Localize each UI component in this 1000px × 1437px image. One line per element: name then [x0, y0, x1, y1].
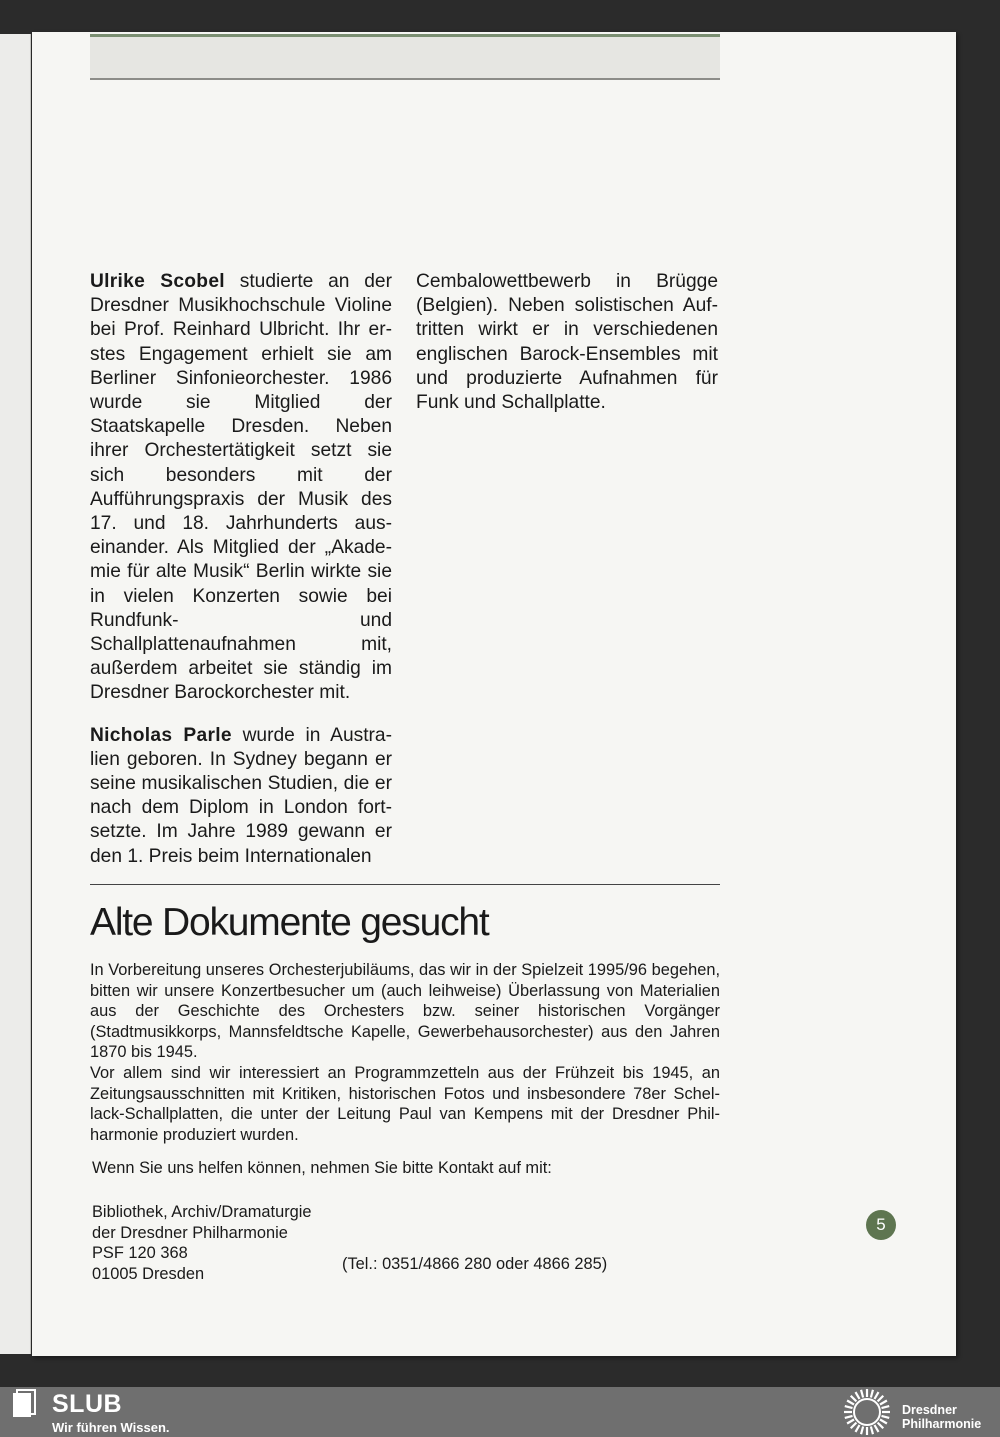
orchestra-name-line-2: Philharmonie	[902, 1417, 982, 1431]
notice-paragraph-1: In Vorbereitung unseres Orchesterjubiläums, das wir in der Spielzeit 1995/96 begehen, bitten wir unsere Konzertbesucher um (auch leihweise) Überlassung von Materialien aus der Geschichte des Orchesters bzw. seiner historischen Vorgänger (Stadtmusikkorps, Mannsfeldtsche Kapelle, Gewerbehausorchester) aus den Jahren 1870 bis 1945.	[90, 961, 720, 1062]
logo-ray	[845, 1406, 853, 1408]
dresdner-philharmonie-name	[902, 1403, 981, 1431]
address-line-2: der Dresdner Philharmonie	[92, 1223, 288, 1242]
bio-ulrike-scobel	[90, 270, 392, 706]
bio-name-scobel: Ulrike Scobel	[90, 271, 225, 292]
logo-ray	[881, 1416, 889, 1418]
section-divider	[90, 884, 720, 885]
bio-name-parle: Nicholas Parle	[90, 724, 232, 746]
address-line-3: PSF 120 368	[92, 1244, 188, 1263]
logo-ray	[880, 1420, 887, 1424]
logo-ray	[845, 1416, 853, 1418]
notice-body	[90, 960, 720, 1145]
bio-text-scobel: studierte an der Dresdner Musikhochschule Violine bei Prof. Reinhard Ulbricht. Ihr erstes Engagement erhielt sie am Berliner Sinfonieorchester. 1986 wurde sie Mitglied der Staatskapelle Dresden. Neben ihrer Orchestertätigkeit setzt sie sich besonders mit der Aufführungspraxis der Musik des 17. und 18. Jahrhunderts auseinander. Als Mitglied der „Akademie für alte Musik“ Berlin wirkte sie in vielen Konzerten sowie bei Rundfunk- und Schallplattenaufnahmen mit, außerdem arbeitet sie ständig im Dresdner Barockorchester mit.	[90, 271, 392, 704]
previous-page-edge	[0, 34, 31, 1354]
contact-phone: (Tel.: 0351/4866 280 oder 4866 285)	[342, 1255, 608, 1273]
slub-logo-text: SLUB	[52, 1390, 123, 1418]
notice-heading: Alte Dokumente gesucht	[90, 901, 489, 944]
page-number-badge: 5	[866, 1210, 896, 1240]
logo-ray	[851, 1396, 857, 1402]
logo-ray	[861, 1390, 863, 1398]
logo-ray	[871, 1426, 873, 1434]
slub-book-icon	[12, 1389, 38, 1419]
notice-paragraph-2: Vor allem sind wir interessiert an Programmzetteln aus der Frühzeit bis 1945, an Zeitungsausschnitten mit Kritiken, historischen Fotos und insbesondere 78er Schellack-Schallplatten, die unter der Leitung Paul van Kempens mit der Dresdner Philharmonie produziert wurden.	[90, 1063, 720, 1144]
right-column	[416, 270, 718, 415]
slub-tagline: Wir führen Wissen.	[52, 1420, 170, 1435]
bio-nicholas-parle	[90, 724, 392, 869]
bio-text-parle: wurde in Australien geboren. In Sydney begann er seine musikalischen Studien, die er nach dem Diplom in London fortsetzte. Im Jahre 1989 gewann er den 1. Preis beim Internationalen	[90, 724, 392, 867]
header-accent-strip	[90, 34, 720, 37]
logo-ray	[875, 1425, 879, 1432]
logo-ray	[878, 1423, 884, 1429]
document-page	[32, 32, 956, 1356]
orchestra-name-line-1: Dresdner	[902, 1403, 957, 1417]
logo-ray	[861, 1426, 863, 1434]
left-column	[90, 270, 392, 869]
logo-ray	[856, 1392, 860, 1399]
address-line-1: Bibliothek, Archiv/Dramaturgie	[92, 1203, 312, 1221]
logo-ray	[878, 1396, 884, 1402]
logo-ray	[856, 1425, 860, 1432]
contact-intro: Wenn Sie uns helfen können, nehmen Sie bitte Kontakt auf mit:	[92, 1159, 552, 1177]
logo-ray	[847, 1401, 854, 1405]
logo-ray	[847, 1420, 854, 1424]
viewer-footer-bar	[0, 1387, 1000, 1437]
logo-ray	[881, 1406, 889, 1408]
address-line-4: 01005 Dresden	[92, 1264, 205, 1283]
bio-parle-continued: Cembalowettbewerb in Brügge (Belgien). Neben solistischen Auftritten wirkt er in verschiedenen englischen Barock-Ensembles mit und produzierte Aufnahmen für Funk und Schallplatte.	[416, 271, 718, 414]
logo-ray	[871, 1390, 873, 1398]
dresdner-philharmonie-logo-icon	[842, 1387, 892, 1437]
logo-ray	[875, 1392, 879, 1399]
logo-ray	[880, 1401, 887, 1405]
header-band	[90, 34, 720, 80]
logo-ray	[851, 1423, 857, 1429]
